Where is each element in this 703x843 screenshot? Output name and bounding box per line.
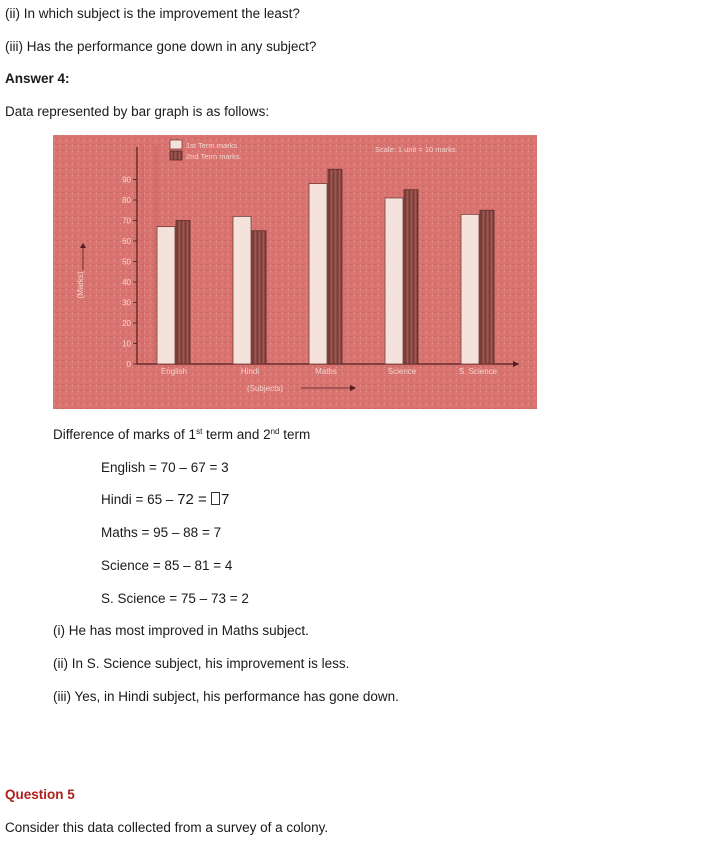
bar-term2-science [404, 190, 418, 364]
superscript-st: st [196, 427, 203, 436]
hindi-difference [101, 492, 229, 508]
y-axis-label: (Marks) [76, 271, 85, 299]
bar-term2-maths [328, 169, 342, 364]
hindi-difference-part3: 7 [220, 491, 230, 508]
question-ii: (ii) In which subject is the improvement the least? [5, 6, 300, 21]
bar-term2-english [176, 221, 190, 365]
category-label-sscience: S. Science [458, 367, 498, 376]
bar-term1-science [385, 198, 403, 364]
scale-note: Scale: 1 unit = 10 marks [375, 145, 456, 154]
category-label-hindi: Hindi [240, 367, 260, 376]
difference-heading [53, 427, 310, 443]
answer-heading: Answer 4: [5, 71, 70, 86]
legend-label-term2: 2nd Term marks [186, 152, 240, 161]
difference-heading-part1: Difference of marks of 1 [53, 427, 197, 442]
superscript-nd: nd [270, 427, 280, 436]
question-5-heading: Question 5 [5, 787, 75, 802]
y-tick-label-70: 70 [122, 216, 131, 226]
y-tick-label-40: 40 [122, 278, 131, 287]
y-tick-label-30: 30 [122, 298, 131, 308]
question-iii: (iii) Has the performance gone down in any subject? [5, 39, 317, 54]
bar-term2-sscience [480, 210, 494, 364]
category-label-maths: Maths [315, 367, 337, 376]
answer-i: (i) He has most improved in Maths subject. [53, 623, 309, 638]
maths-difference: Maths = 95 – 88 = 7 [101, 525, 222, 540]
legend-label-term1: 1st Term marks [186, 141, 238, 150]
x-axis-label: (Subjects) [246, 384, 284, 393]
y-tick-label-0: 0 [126, 360, 131, 369]
y-tick-label-10: 10 [122, 339, 131, 349]
category-label-science: Science [387, 367, 417, 376]
difference-heading-part2: term and 2 [202, 427, 271, 442]
english-difference: English = 70 – 67 = 3 [101, 460, 229, 475]
bar-term1-hindi [233, 216, 251, 364]
question-5-text: Consider this data collected from a survey of a colony. [5, 820, 329, 835]
answer-ii: (ii) In S. Science subject, his improvement is less. [53, 656, 350, 671]
legend-swatch-term1 [170, 140, 182, 149]
bar-term2-hindi [252, 231, 266, 364]
bar-chart [53, 135, 537, 409]
bar-term1-maths [309, 184, 327, 364]
hindi-difference-part2: 72 = [177, 491, 211, 508]
category-label-english: English [160, 367, 188, 376]
bar-graph-figure [53, 135, 537, 409]
hindi-difference-part1: Hindi = 65 – [101, 492, 178, 507]
y-tick-label-90: 90 [122, 175, 131, 185]
y-tick-label-20: 20 [122, 319, 131, 328]
bar-term1-sscience [461, 214, 479, 364]
legend-swatch-term2 [170, 151, 182, 160]
science-difference: Science = 85 – 81 = 4 [101, 558, 233, 573]
difference-heading-part3: term [279, 427, 311, 442]
missing-glyph-box [211, 492, 220, 505]
y-tick-label-80: 80 [122, 196, 131, 205]
sscience-difference: S. Science = 75 – 73 = 2 [101, 591, 249, 606]
y-tick-label-60: 60 [122, 237, 131, 246]
answer-intro: Data represented by bar graph is as follows: [5, 104, 270, 119]
answer-iii: (iii) Yes, in Hindi subject, his performance has gone down. [53, 689, 399, 704]
bar-term1-english [157, 227, 175, 364]
y-tick-label-50: 50 [122, 257, 131, 267]
